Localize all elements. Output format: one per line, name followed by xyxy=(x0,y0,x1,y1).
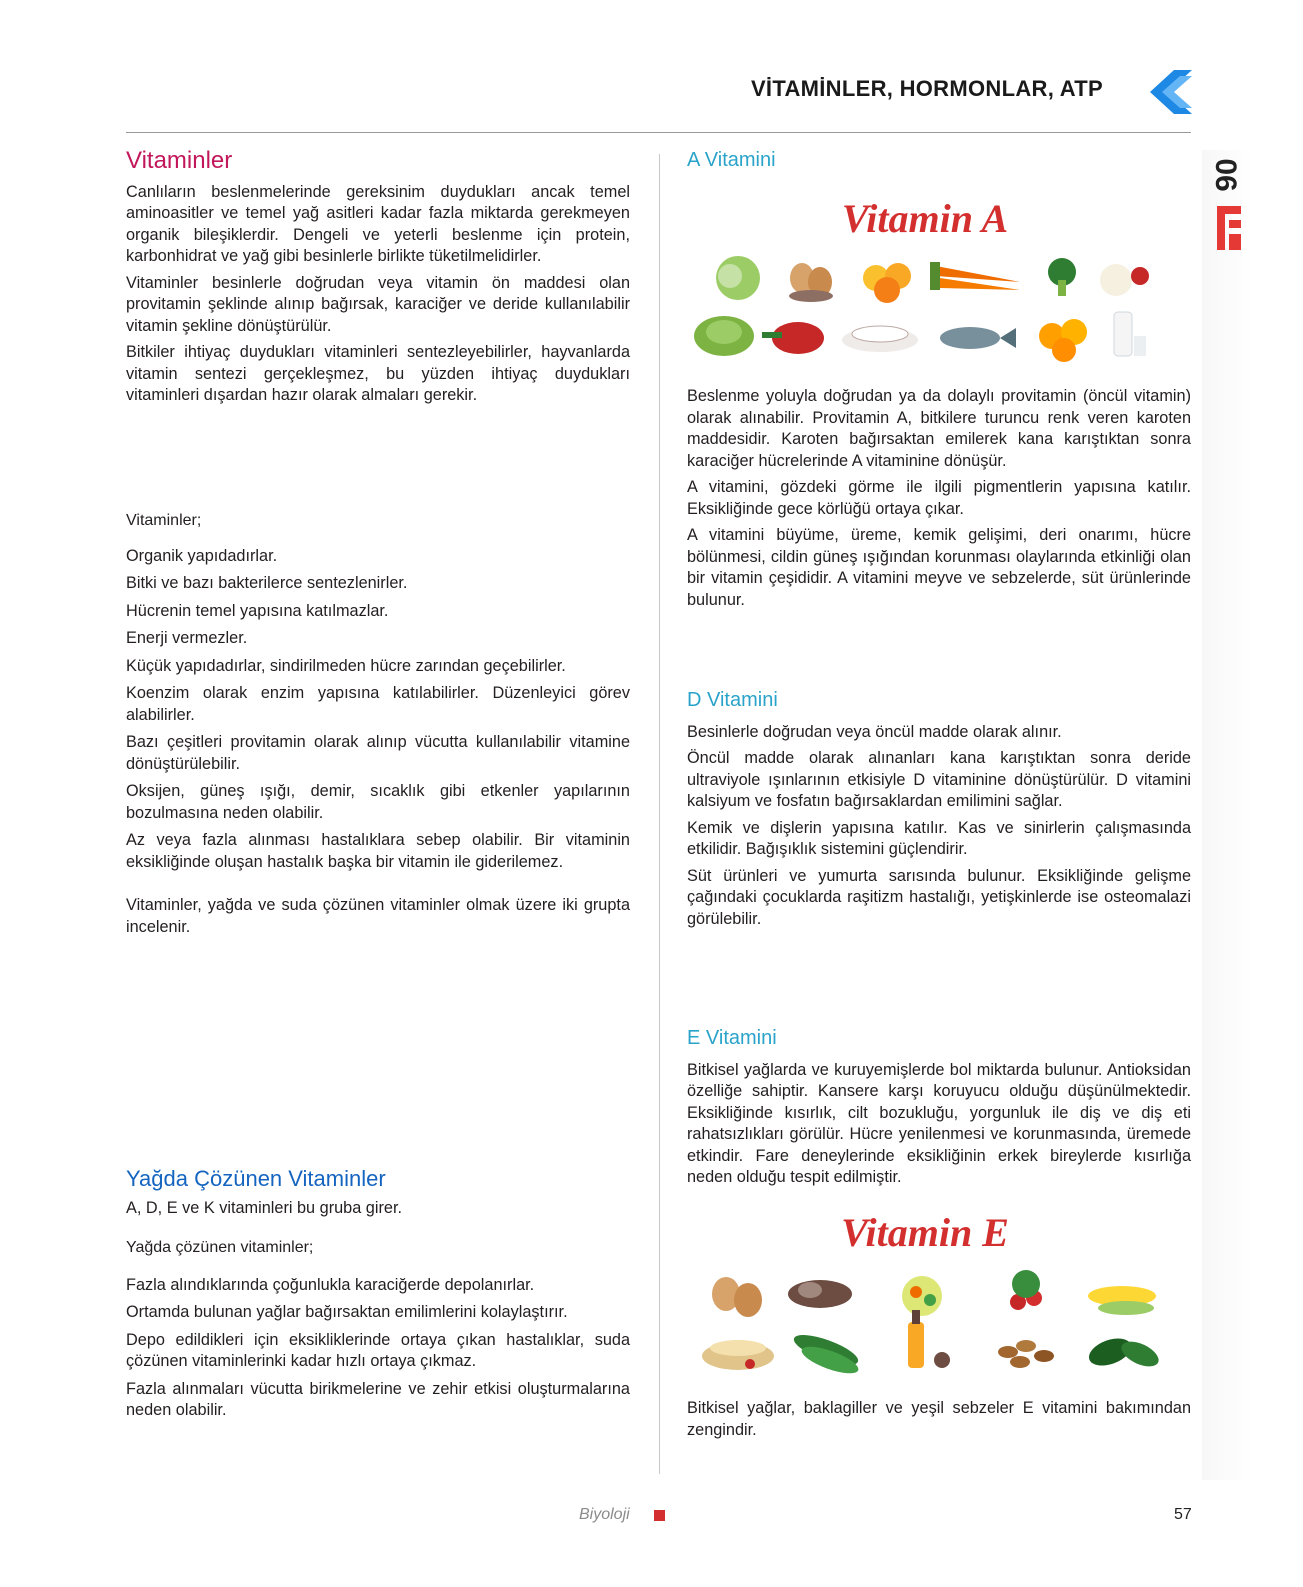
vitamin-e-paragraph: Bitkisel yağlarda ve kuruyemişlerde bol miktarda bulunur. Antioksidan özelliğe sahiptir. Kansere karşı koruyucu olduğu düşünülmektedir. Eksikliğinde kısırlık, cilt bozukluğu, yorgunluk ile diş ve diş eti rahatsızlıkları görülür. Hücre yenilenmesi ve korunmasında, üremede etkindir. Fare deneylerinde eksikliğinin erkek bireylerde kısırlığa neden olduğu tespit edilmiştir. xyxy=(687,1060,1191,1186)
vitamin-e-footer-paragraph: Bitkisel yağlar, baklagiller ve yeşil sebzeler E vitamini bakımından zengindir. xyxy=(687,1399,1191,1439)
eggs-icon xyxy=(789,263,833,302)
column-divider xyxy=(659,154,660,1474)
properties-section xyxy=(126,510,630,944)
cucumbers-icon xyxy=(791,1329,862,1379)
chapter-number: 06 xyxy=(1209,158,1242,192)
fat-property-item: Ortamda bulunan yağlar bağırsaktan emilimlerini kolaylaştırır. xyxy=(126,1303,568,1321)
properties-title: Vitaminler; xyxy=(126,512,202,529)
vitamin-a-paragraph: A vitamini, gözdeki görme ile ilgili pigmentlerin yapısına katılır. Eksikliğinde gece körlüğü ortaya çıkar. xyxy=(687,478,1191,518)
vitamin-a-paragraph: A vitamini büyüme, üreme, kemik gelişimi, deri onarımı, hücre bölünmesi, cildin güneş ışığından korunması olaylarında etkinliği olan bir vitamin çeşididir. A vitamini meyve ve sebzelerde, süt ürünlerinde bulunur. xyxy=(687,526,1191,609)
intro-section xyxy=(126,147,630,412)
fish-icon xyxy=(940,327,1016,349)
side-strip xyxy=(1202,150,1252,1480)
vitamin-e-image-title: Vitamin E xyxy=(841,1210,1009,1255)
corn-icon xyxy=(1088,1286,1156,1315)
footer-subject: Biyoloji xyxy=(579,1506,630,1523)
page-header-title: VİTAMİNLER, HORMONLAR, ATP xyxy=(750,76,1103,101)
vitamin-e-section xyxy=(687,1028,1191,1194)
section-title-vitamin-d: D Vitamini xyxy=(687,689,778,711)
chevron-left-icon xyxy=(1150,70,1192,114)
section-title-fat-soluble: Yağda Çözünen Vitaminler xyxy=(126,1166,386,1191)
property-item: Enerji vermezler. xyxy=(126,629,248,647)
almonds-icon xyxy=(998,1340,1054,1368)
groups-paragraph: Vitaminler, yağda ve suda çözünen vitaminler olmak üzere iki grupta incelenir. xyxy=(126,896,630,936)
property-item: Organik yapıdadırlar. xyxy=(126,546,278,565)
vitamin-d-paragraph: Süt ürünleri ve yumurta sarısında bulunur. Eksikliğinde gelişme çağındaki çocuklarda raşitizm hastalığı, yetişkinlerde ise osteomalazi görülebilir. xyxy=(687,866,1191,928)
fat-soluble-section xyxy=(126,1168,630,1428)
property-item: Bazı çeşitleri provitamin olarak alınıp vücutta kullanılabilir vitamine dönüştürülebilir. xyxy=(126,733,630,773)
rice-bowl-icon xyxy=(842,326,918,352)
property-item: Az veya fazla alınması hastalıklara sebep olabilir. Bir vitaminin eksikliğinde oluşan hastalık başka bir vitamin ile giderilemez. xyxy=(126,831,630,871)
property-item: Koenzim olarak enzim yapısına katılabilirler. Düzenleyici görev alabilirler. xyxy=(126,684,630,724)
milk-bottle-icon xyxy=(1114,312,1146,356)
oil-bottle-icon xyxy=(908,1310,950,1368)
lettuce-icon xyxy=(694,316,754,356)
footer-square-icon xyxy=(654,1510,665,1521)
section-title-vitaminler: Vitaminler xyxy=(126,147,233,174)
section-title-vitamin-e: E Vitamini xyxy=(687,1027,777,1049)
oranges-icon xyxy=(1039,319,1087,362)
page-number: 57 xyxy=(1174,1506,1192,1523)
carrots-icon xyxy=(930,262,1020,290)
intro-paragraph-3: Bitkiler ihtiyaç duydukları vitaminleri sentezleyebilirler, hayvanlarda vitamin sentezi gerçekleşmez, bu yüzden ihtiyaç duydukları vitaminleri dışardan hazır olarak almaları gerekir. xyxy=(126,343,630,404)
header-divider xyxy=(126,132,1191,133)
vitamin-e-foods-image xyxy=(690,1210,1190,1390)
vitamin-a-paragraph: Beslenme yoluyla doğrudan ya da dolaylı provitamin (öncül vitamin) olarak alınabilir. Provitamin A, bitkilere turuncu renk veren karoten maddesidir. Karoten bağırsaktan emilerek kana karıştıktan sonra karaciğer hücrelerinde A vitaminine dönüşür. xyxy=(687,387,1191,470)
walnuts-icon xyxy=(788,1280,852,1308)
faz-logo-icon xyxy=(1215,204,1245,252)
fat-property-item: Depo edildikleri için eksikliklerinde ortaya çıkan hastalıklar, suda çözünen vitaminlerinki kadar hızlı ortaya çıkmaz. xyxy=(126,1330,630,1370)
spinach-icon xyxy=(1085,1333,1162,1371)
onion-icon xyxy=(1100,264,1149,296)
apricots-icon xyxy=(863,263,911,303)
fat-property-item: Fazla alınmaları vücutta birikmelerine ve zehir etkisi oluşturmalarına neden olabilir. xyxy=(126,1379,630,1419)
property-item: Hücrenin temel yapısına katılmazlar. xyxy=(126,601,389,620)
fat-intro: A, D, E ve K vitaminleri bu gruba girer. xyxy=(126,1198,402,1217)
vitamin-d-paragraph: Kemik ve dişlerin yapısına katılır. Kas ve sinirlerin çalışmasında etkilidir. Bağışıklık sistemini güçlendirir. xyxy=(687,818,1191,858)
berries-icon xyxy=(1010,1270,1042,1310)
broccoli-icon xyxy=(1048,258,1076,296)
intro-paragraph-2: Vitaminler besinlerle doğrudan veya vitamin ön maddesi olan provitamin şeklinde alınıp bağırsak, karaciğer ve deride kullanılabilir vitamin şekline dönüştürülür. xyxy=(126,273,630,335)
fat-properties-title: Yağda çözünen vitaminler; xyxy=(126,1239,314,1256)
intro-paragraph-1: Canlıların beslenmelerinde gereksinim duydukları ancak temel aminoasitler ve temel yağ asitleri kadar fazla miktarda gerekmeyen organik bileşiklerdir. Dengeli ve yeterli beslenme için protein, karbonhidrat ve yağ gibi besinlerle birlikte tüketilmelidirler. xyxy=(126,182,630,265)
property-item: Bitki ve bazı bakterilerce sentezlenirler. xyxy=(126,574,408,592)
peppers-icon xyxy=(762,322,824,354)
salad-icon xyxy=(902,1276,942,1316)
cabbage-icon xyxy=(716,256,760,300)
vitamin-d-section xyxy=(687,690,1191,935)
property-item: Oksijen, güneş ışığı, demir, sıcaklık gibi etkenler yapılarının bozulmasına neden olabilir. xyxy=(126,782,630,822)
property-item: Küçük yapıdadırlar, sindirilmeden hücre zarından geçebilirler. xyxy=(126,656,566,675)
vitamin-a-foods-image xyxy=(690,196,1190,372)
vitamin-d-paragraph: Besinlerle doğrudan veya öncül madde olarak alınır. xyxy=(687,722,1062,741)
section-title-vitamin-a: A Vitamini xyxy=(687,149,776,171)
vitamin-d-paragraph: Öncül madde olarak alınanları kana karıştıktan sonra deride ultraviyole ışınlarının etkisiyle D vitaminine dönüştürülür. D vitamini kalsiyum ve fosfatın bağırsaklardan emilimini sağlar. xyxy=(687,749,1191,810)
eggs-icon xyxy=(712,1277,762,1317)
vitamin-a-image-title: Vitamin A xyxy=(841,196,1009,241)
fat-property-item: Fazla alındıklarında çoğunlukla karaciğerde depolanırlar. xyxy=(126,1275,535,1294)
pasta-bowl-icon xyxy=(702,1340,774,1370)
vitamin-a-text xyxy=(687,386,1191,616)
vitamin-a-heading xyxy=(687,150,1191,172)
vitamin-e-footer-section xyxy=(687,1398,1191,1446)
